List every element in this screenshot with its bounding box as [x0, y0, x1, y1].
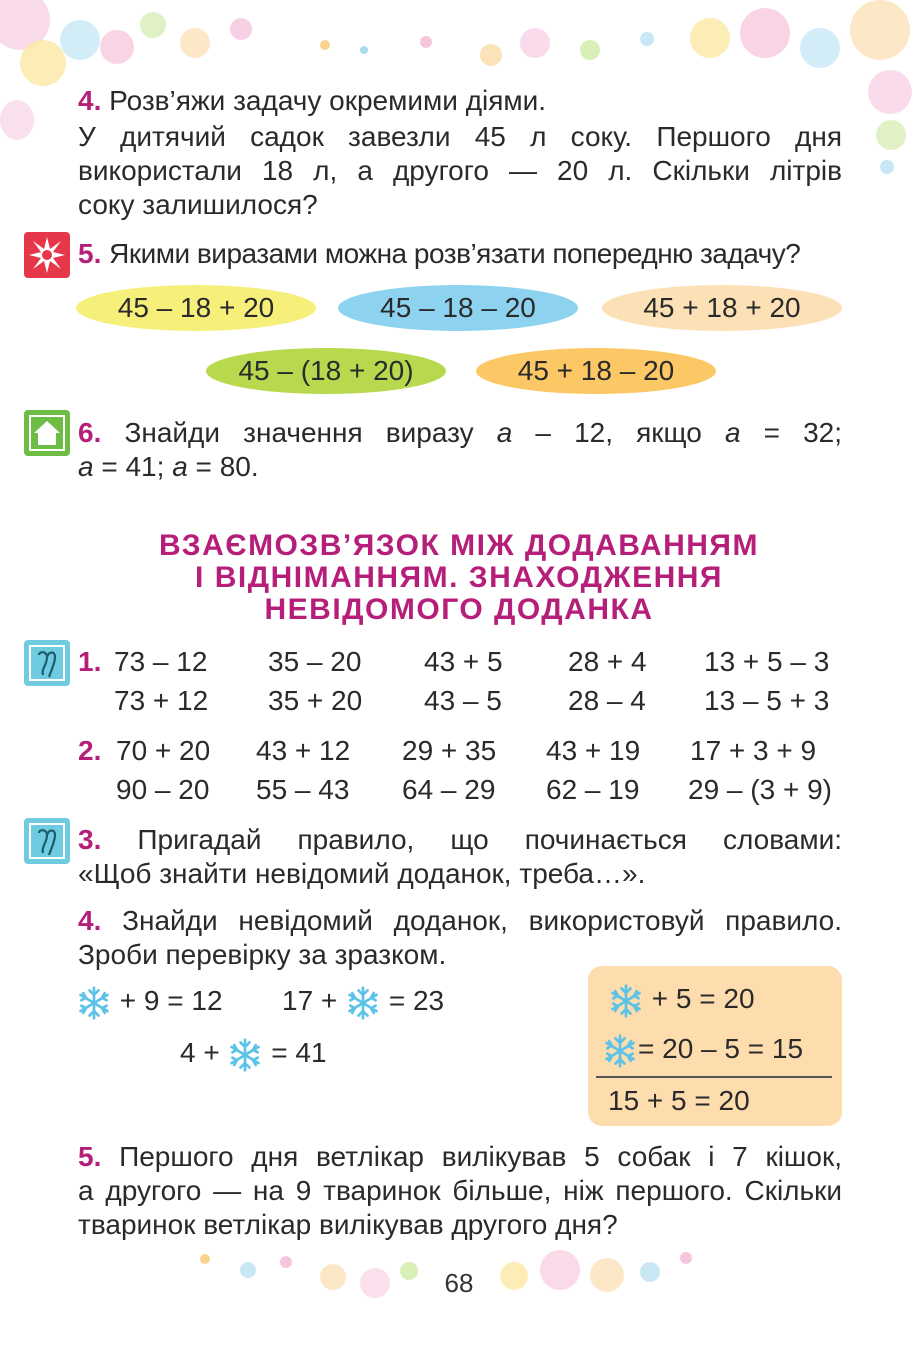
task-2b: 2. 70 + 20 43 + 12 29 + 35 43 + 19 17 + 3 + 9 90 – 20 55 – 43 64 – 29 62 – 19 29 – (3 + 9) [78, 735, 832, 805]
section-heading: ВЗАЄМОЗВ’ЯЗОК МІЖ ДОДАВАННЯМ І ВІДНІМАННЯМ. ЗНАХОДЖЕННЯ НЕВІДОМОГО ДОДАНКА [159, 529, 759, 626]
task-line: а = 41; а = 80. [78, 451, 259, 482]
expression: 29 – (3 + 9) [688, 774, 832, 805]
expression: 90 – 20 [116, 774, 210, 805]
expression: 73 + 12 [114, 685, 209, 716]
star-burst-icon [24, 232, 70, 278]
task-line: 3. Пригадай правило, що починається словами: [78, 824, 842, 855]
task-line: 6. Знайди значення виразу а – 12, якщо а = 32; [78, 417, 842, 448]
expression: 43 – 5 [424, 685, 502, 716]
sample-line: = 20 – 5 = 15 [602, 1032, 803, 1069]
task-line: 5. Першого дня ветлікар вилікував 5 собак і 7 кішок, [78, 1141, 842, 1172]
expression: 55 – 43 [256, 774, 350, 805]
expression: 17 + 3 + 9 [690, 735, 817, 766]
expression-oval: 45 – (18 + 20) [206, 348, 446, 394]
task-4a-title [78, 84, 842, 118]
task-line: тваринок ветлікар вилікував другого дня? [78, 1209, 618, 1240]
expression: 35 – 20 [268, 646, 362, 677]
snowflake-icon [602, 1033, 638, 1069]
page-number: 68 [444, 1268, 474, 1298]
sample-divider [596, 1076, 832, 1078]
snowflake-icon [608, 983, 644, 1019]
expression: 64 – 29 [402, 774, 496, 805]
equation-1: + 9 = 12 [76, 984, 223, 1021]
task-4b-text [78, 904, 842, 972]
expression: 43 + 5 [424, 646, 503, 677]
equation-3: 4 + = 41 [180, 1036, 327, 1073]
expression: 70 + 20 [116, 735, 211, 766]
expression: 62 – 19 [546, 774, 640, 805]
expression: 28 + 4 [568, 646, 647, 677]
task-5a-title [78, 237, 842, 271]
task-4a-body [78, 120, 842, 222]
expression: 43 + 12 [256, 735, 351, 766]
expression-oval: 45 + 18 + 20 [602, 285, 842, 331]
snowflake-icon [345, 985, 381, 1021]
task-number: 4. [78, 85, 102, 116]
task-5b-text [78, 1140, 842, 1242]
sample-box [588, 966, 842, 1126]
task-line: а другого — на 9 тваринок більше, ніж першого. Скільки [78, 1175, 842, 1206]
expression: 13 + 5 – 3 [704, 646, 830, 677]
expression: 29 + 35 [402, 735, 497, 766]
expression-oval: 45 + 18 – 20 [476, 348, 716, 394]
task-6a-text [78, 416, 842, 484]
oral-task-icon [24, 640, 70, 686]
task-line: 4. Знайди невідомий доданок, використовуй правило. [78, 905, 843, 936]
expression: 73 – 12 [114, 646, 208, 677]
expression: 13 – 5 + 3 [704, 685, 830, 716]
oral-task-icon [24, 818, 70, 864]
task-1b: 1. 73 – 12 35 – 20 43 + 5 28 + 4 13 + 5 – 3 73 + 12 35 + 20 43 – 5 28 – 4 13 – 5 + 3 [78, 646, 830, 716]
body-line: використали 18 л, а другого — 20 л. Скільки літрів [78, 155, 842, 186]
expression: 35 + 20 [268, 685, 363, 716]
sample-line: + 5 = 20 [608, 982, 755, 1019]
task-line: «Щоб знайти невідомий доданок, треба…». [78, 858, 646, 889]
expression-oval: 45 – 18 + 20 [76, 285, 316, 331]
expression: 43 + 19 [546, 735, 641, 766]
expression-oval: 45 – 18 – 20 [338, 285, 578, 331]
task-title: Розв’яжи задачу окремими діями. [109, 85, 547, 116]
sample-line: 15 + 5 = 20 [608, 1085, 750, 1116]
task-line: Зроби перевірку за зразком. [78, 939, 447, 970]
snowflake-icon [227, 1037, 263, 1073]
equation-2: 17 + = 23 [282, 984, 444, 1021]
expression: 28 – 4 [568, 685, 646, 716]
task-3b-text [78, 823, 842, 891]
task-number: 5. [78, 238, 102, 269]
home-icon [24, 410, 70, 456]
body-line: соку залишилося? [78, 189, 318, 220]
task-title: Якими виразами можна розв’язати попередню задачу? [109, 238, 801, 269]
body-line: У дитячий садок завезли 45 л соку. Першого дня [78, 121, 842, 152]
snowflake-icon [76, 985, 112, 1021]
